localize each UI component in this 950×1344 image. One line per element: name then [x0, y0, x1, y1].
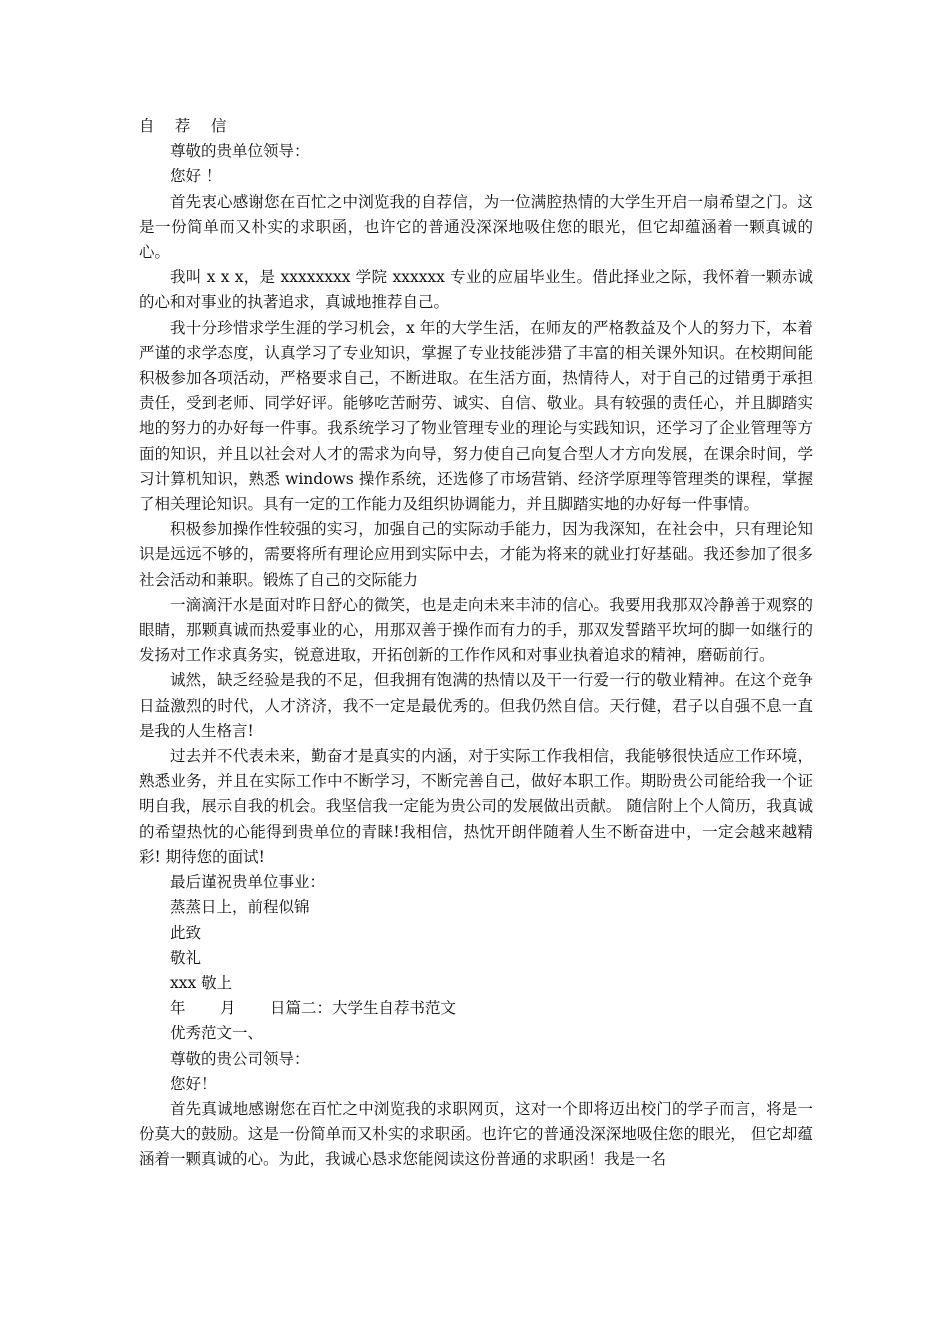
closing-zhizhi: 此致: [170, 923, 202, 942]
sample2-heading: 优秀范文一、: [170, 1024, 264, 1043]
closing-jingli: 敬礼: [170, 948, 202, 967]
paragraph-study: 我十分珍惜求学生涯的学习机会，x 年的大学生活，在师友的严格教益及个人的努力下，本着严谨的求学态度，认真学习了专业知识，掌握了专业技能涉猎了丰富的相关课外知识。在校期间能积极参加各项活动，严格要求自己，不断进取。在生活方面，热情待人，对于自己的过错勇于承担责任，受到老师、同学好评。能够吃苦耐劳、诚实、自信、敬业。具有较强的责任心，并且脚踏实地的努力的办好每一件事。我系统学习了物业管理专业的理论与实践知识，还学习了企业管理等方面的知识，并且以社会对人才的需求为向导，努力使自己向复合型人才方向发展，在课余时间，学习计算机知识，熟悉 windows 操作系统，还选修了市场营销、经济学原理等管理类的课程，掌握了相关理论知识。具有一定的工作能力及组织协调能力，并且脚踏实地的办好每一件事情。: [139, 318, 813, 514]
paragraph-self-intro: 我叫 x x x，是 xxxxxxxx 学院 xxxxxx 专业的应届毕业生。借此择业之际，我怀着一颗赤诚的心和对事业的执著追求，真诚地推荐自己。: [139, 268, 813, 312]
paragraph-intro: 首先衷心感谢您在百忙之中浏览我的自荐信，为一位满腔热情的大学生开启一扇希望之门。这是一份简单而又朴实的求职函，也许它的普通没深深地吸住您的眼光，但它却蕴涵着一颗真诚的心。: [139, 192, 813, 262]
paragraph-future: 过去并不代表未来，勤奋才是真实的内涵，对于实际工作我相信，我能够很快适应工作环境，熟悉业务，并且在实际工作中不断学习，不断完善自己，做好本职工作。期盼贵公司能给我一个证明自我，展示自我的机会。我坚信我一定能为贵公司的发展做出贡献。 随信附上个人简历，我真诚的希望热忱的心能得到贵单位的青睐!我相信，热忱开朗伴随着人生不断奋进中，一定会越来越精彩! 期待您的面试!: [139, 747, 813, 866]
closing-phrase: 蒸蒸日上，前程似锦: [170, 898, 310, 917]
paragraph-effort: 一滴滴汗水是面对昨日舒心的微笑，也是走向未来丰沛的信心。我要用我那双冷静善于观察的眼睛，那颗真诚而热爱事业的心，用那双善于操作而有力的手，那双发誓踏平坎坷的脚一如继行的发扬对工作求真务实，锐意进取，开拓创新的工作作风和对事业执着追求的精神，磨砺前行。: [139, 595, 813, 665]
date-and-next-title: 年 月 日篇二：大学生自荐书范文: [170, 999, 456, 1018]
sample2-salutation: 尊敬的贵公司领导：: [170, 1049, 310, 1068]
signature: xxx 敬上: [170, 973, 233, 992]
document-page: [139, 114, 813, 1173]
sample2-greeting: 您好！: [170, 1074, 217, 1093]
salutation: 尊敬的贵单位领导：: [170, 142, 310, 161]
greeting: 您好 ！: [170, 167, 222, 186]
closing-wish: 最后谨祝贵单位事业：: [170, 873, 326, 892]
sample2-paragraph: 首先真诚地感谢您在百忙之中浏览我的求职网页，这对一个即将迈出校门的学子而言，将是一份莫大的鼓励。这是一份简单而又朴实的求职函。也许它的普通没深深地吸住您的眼光， 但它却蕴涵着一颗真诚的心。为此，我诚心恳求您能阅读这份普通的求职函！我是一名: [139, 1099, 813, 1169]
paragraph-practice: 积极参加操作性较强的实习，加强自己的实际动手能力，因为我深知，在社会中，只有理论知识是远远不够的，需要将所有理论应用到实际中去，才能为将来的就业打好基础。我还参加了很多社会活动和兼职。锻炼了自己的交际能力: [139, 520, 813, 589]
paragraph-experience: 诚然，缺乏经验是我的不足，但我拥有饱满的热情以及干一行爱一行的敬业精神。在这个竞争日益激烈的时代，人才济济，我不一定是最优秀的。但我仍然自信。天行健，君子以自强不息一直是我的人生格言!: [139, 671, 813, 740]
letter-title: 自 荐 信: [139, 117, 235, 135]
